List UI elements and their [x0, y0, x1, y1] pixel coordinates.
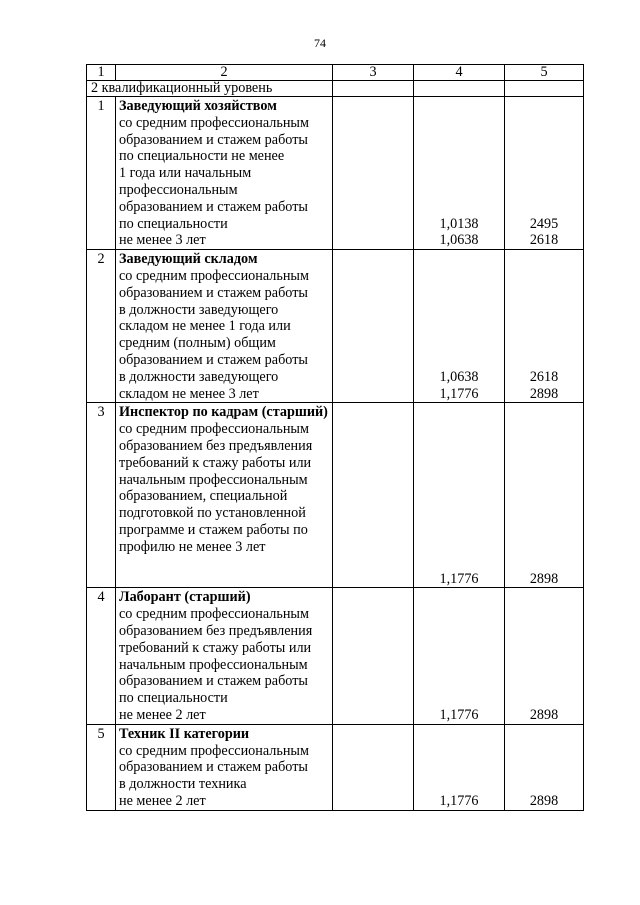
header-cell-1: 1: [87, 65, 116, 81]
requirement-line: не менее 3 лет: [119, 232, 206, 249]
requirement-line: образованием и стажем работы: [119, 284, 308, 301]
salary-cell: [505, 250, 584, 403]
header-cell-4: 4: [414, 65, 505, 81]
empty-cell-3: [333, 403, 414, 588]
requirement-line: со средним профессиональным: [119, 267, 309, 284]
level-row: [87, 81, 584, 97]
empty-cell-3: [333, 724, 414, 810]
coefficient-cell: [414, 97, 505, 250]
salary-value: 2618: [529, 368, 559, 385]
position-title: Заведующий складом: [119, 251, 258, 268]
salary-cell: [505, 403, 584, 588]
position-description: [116, 403, 333, 588]
requirement-line: образованием без предъявления: [119, 437, 313, 454]
requirement-line: начальным профессиональным: [119, 656, 308, 673]
empty-cell-3: [333, 97, 414, 250]
header-cell-2: 2: [116, 65, 333, 81]
level-empty-5: [505, 81, 584, 97]
requirement-line: образованием и стажем работы: [119, 759, 308, 776]
requirement-line: средним (полным) общим: [119, 335, 276, 352]
table-row: [87, 403, 584, 588]
requirement-line: профессиональным: [119, 181, 238, 198]
table-row: [87, 250, 584, 403]
requirement-line: в должности техника: [119, 776, 247, 793]
coefficient-value: 1,0638: [439, 368, 479, 385]
requirement-line: по специальности: [119, 690, 228, 707]
requirement-line: со средним профессиональным: [119, 742, 309, 759]
position-title: Инспектор по кадрам (старший): [119, 404, 328, 421]
coefficient-value: 1,1776: [439, 570, 479, 587]
row-number: 5: [87, 724, 116, 810]
requirement-line: подготовкой по установленной: [119, 505, 306, 522]
requirement-line: требований к стажу работы или: [119, 639, 312, 656]
requirement-line: начальным профессиональным: [119, 471, 308, 488]
coefficient-cell: [414, 588, 505, 724]
requirement-line: программе и стажем работы по: [119, 521, 308, 538]
salary-value: 2898: [529, 792, 559, 809]
requirement-line: складом не менее 1 года или: [119, 318, 291, 335]
position-description: [116, 588, 333, 724]
requirement-line: образованием и стажем работы: [119, 351, 308, 368]
position-title: Заведующий хозяйством: [119, 98, 277, 114]
coefficient-value: 1,1776: [439, 792, 479, 809]
requirement-line: не менее 2 лет: [119, 706, 206, 723]
coefficient-value: 1,0638: [439, 232, 479, 249]
coefficient-value: 1,1776: [439, 706, 479, 723]
salary-value: 2898: [529, 706, 559, 723]
empty-cell-3: [333, 250, 414, 403]
row-number: 2: [87, 250, 116, 403]
position-description: [116, 250, 333, 403]
salary-value: 2495: [529, 215, 559, 232]
requirement-line: со средним профессиональным: [119, 114, 309, 131]
page-number: 74: [314, 36, 326, 50]
header-row: [87, 65, 584, 81]
table-row: [87, 97, 584, 250]
requirement-line: образованием и стажем работы: [119, 198, 308, 215]
requirement-line: образованием, специальной: [119, 488, 288, 505]
requirement-line: образованием без предъявления: [119, 622, 313, 639]
requirement-line: образованием и стажем работы: [119, 131, 308, 148]
requirement-line: со средним профессиональным: [119, 421, 309, 438]
level-label: 2 квалификационный уровень: [87, 81, 333, 97]
requirement-line: в должности заведующего: [119, 368, 279, 385]
qualification-table: [86, 64, 584, 811]
requirement-line: требований к стажу работы или: [119, 454, 312, 471]
requirement-line: по специальности не менее: [119, 148, 285, 165]
requirement-line: по специальности: [119, 215, 228, 232]
header-cell-5: 5: [505, 65, 584, 81]
row-number: 1: [87, 97, 116, 250]
table-row: [87, 588, 584, 724]
coefficient-value: 1,1776: [439, 385, 479, 402]
table-row: [87, 724, 584, 810]
coefficient-cell: [414, 724, 505, 810]
position-title: Лаборант (старший): [119, 589, 251, 606]
requirement-line: со средним профессиональным: [119, 606, 309, 623]
level-empty-4: [414, 81, 505, 97]
position-title: Техник II категории: [119, 725, 250, 742]
coefficient-cell: [414, 250, 505, 403]
coefficient-value: 1,0138: [439, 215, 479, 232]
level-empty-3: [333, 81, 414, 97]
requirement-line: складом не менее 3 лет: [119, 385, 259, 402]
row-number: 4: [87, 588, 116, 724]
salary-cell: [505, 724, 584, 810]
position-description: [116, 97, 333, 250]
requirement-line: не менее 2 лет: [119, 792, 206, 809]
salary-value: 2618: [529, 232, 559, 249]
requirement-line: в должности заведующего: [119, 301, 279, 318]
row-number: 3: [87, 403, 116, 588]
requirement-line: 1 года или начальным: [119, 165, 252, 182]
requirement-line: профилю не менее 3 лет: [119, 538, 266, 555]
position-description: [116, 724, 333, 810]
requirement-line: образованием и стажем работы: [119, 673, 308, 690]
salary-cell: [505, 588, 584, 724]
salary-cell: [505, 97, 584, 250]
salary-value: 2898: [529, 570, 559, 587]
coefficient-cell: [414, 403, 505, 588]
header-cell-3: 3: [333, 65, 414, 81]
empty-cell-3: [333, 588, 414, 724]
salary-value: 2898: [529, 385, 559, 402]
